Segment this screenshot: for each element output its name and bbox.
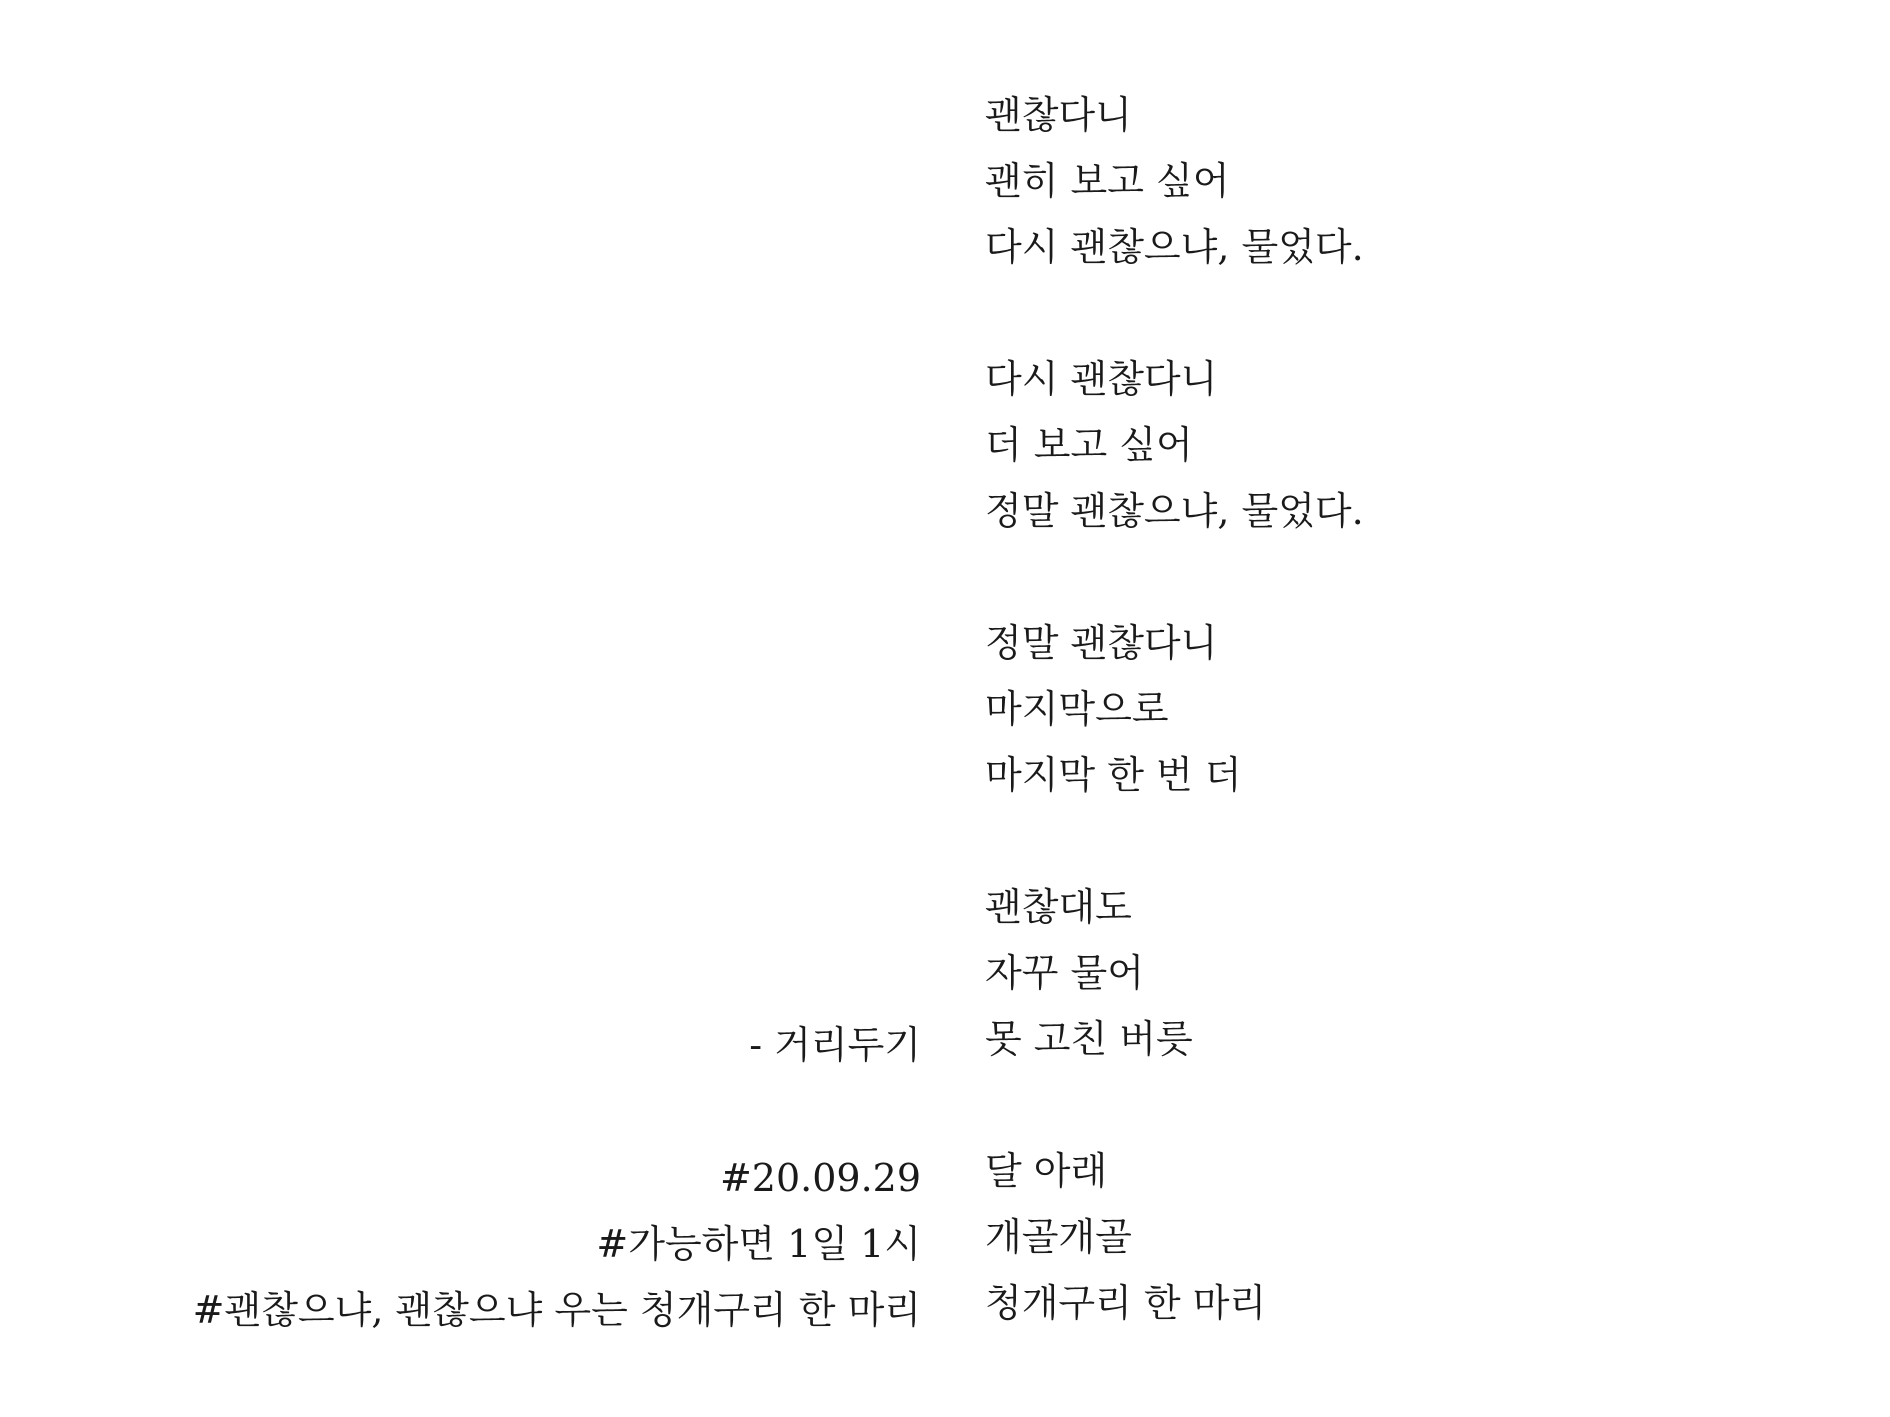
poem-line: 마지막으로	[985, 687, 1169, 731]
poem	[985, 82, 1845, 1402]
poem-line: 정말 괜찮으냐, 물었다.	[985, 489, 1364, 533]
poem-line: 정말 괜찮다니	[985, 621, 1218, 665]
poem-line: 다시 괜찮으냐, 물었다.	[985, 225, 1364, 269]
stanza-3	[985, 610, 1845, 808]
hashtag-date: #20.09.29	[719, 1156, 921, 1200]
hashtag-summary: #괜찮으냐, 괜찮으냐 우는 청개구리 한 마리	[192, 1288, 921, 1332]
stanza-5	[985, 1138, 1845, 1336]
author-byline	[749, 1012, 921, 1078]
hashtag-series: #가능하면 1일 1시	[596, 1222, 921, 1266]
poem-line: 더 보고 싶어	[985, 423, 1193, 467]
poem-line: 개골개골	[985, 1215, 1132, 1259]
poem-line: 달 아래	[985, 1149, 1108, 1193]
poem-line: 청개구리 한 마리	[985, 1281, 1267, 1325]
hashtag-list	[193, 1145, 921, 1343]
poem-line: 마지막 한 번 더	[985, 753, 1242, 797]
poem-line: 다시 괜찮다니	[985, 357, 1218, 401]
poem-line: 괜히 보고 싶어	[985, 159, 1230, 203]
poem-line: 괜찮대도	[985, 885, 1132, 929]
stanza-2	[985, 346, 1845, 544]
stanza-1	[985, 82, 1845, 280]
author-name: - 거리두기	[749, 1023, 921, 1067]
stanza-4	[985, 874, 1845, 1072]
poem-line: 괜찮다니	[985, 93, 1132, 137]
poem-line: 자꾸 물어	[985, 951, 1144, 995]
poem-line: 못 고친 버릇	[985, 1017, 1193, 1061]
